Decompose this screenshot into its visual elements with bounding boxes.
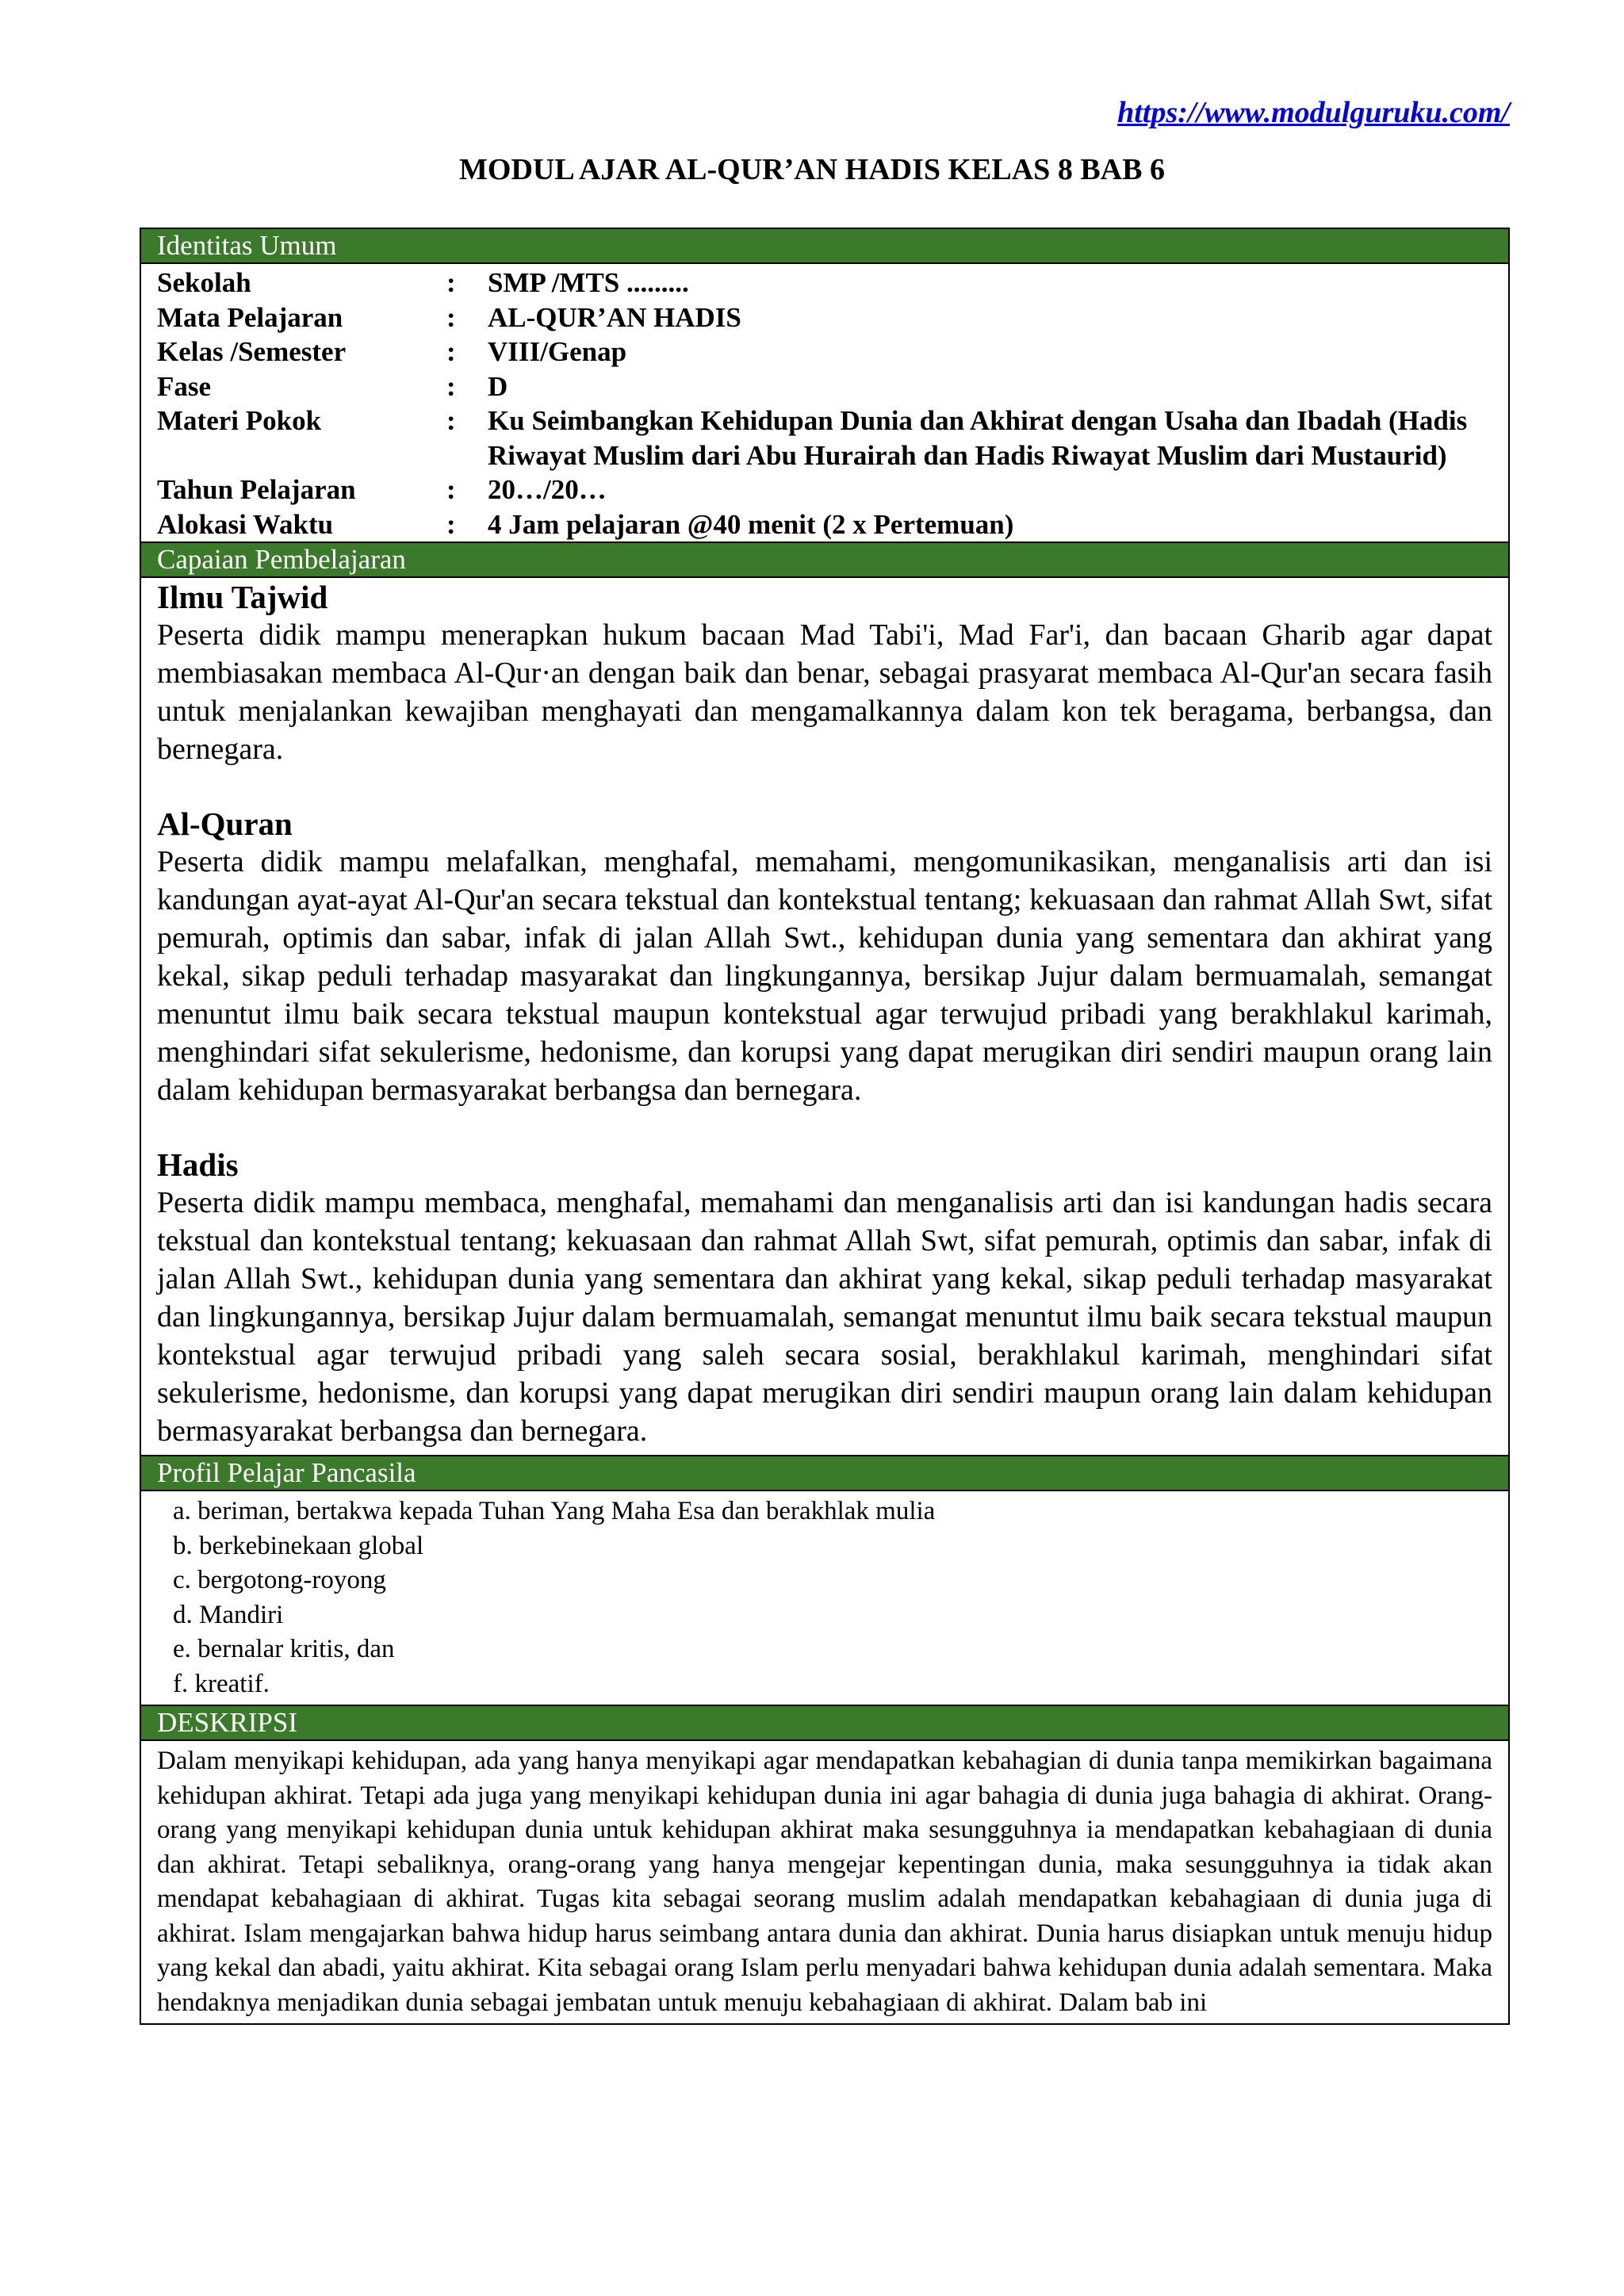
- list-item: d. Mandiri: [173, 1600, 284, 1629]
- list-item: e. bernalar kritis, dan: [173, 1635, 395, 1663]
- identity-value: 20…/20…: [488, 474, 607, 505]
- identity-label: Sekolah: [157, 267, 251, 298]
- identity-colon: :: [446, 267, 456, 298]
- identity-value: SMP /MTS .........: [488, 267, 689, 298]
- al-quran-heading: Al-Quran: [157, 806, 293, 842]
- hadis-text: Peserta didik mampu membaca, menghafal, memahami dan menganalisis arti dan isi kandungan hadis secara tekstual dan kontekstual tentang; kekuasaan dan rahmat Allah Swt, sifat pemurah, optimis dan sabar, infak di jalan Allah Swt., kehidupan dunia yang sementara dan akhirat yang kekal, sikap peduli terhadap masyarakat dan lingkungannya, bersikap Jujur dalam bermuamalah, semangat menuntut ilmu baik secara tekstual maupun kontekstual agar terwujud pribadi yang saleh secara sosial, berakhlakul karimah, menghindari sifat sekulerisme, hedonisme, dan korupsi yang dapat merugikan diri sendiri maupun orang lain dalam kehidupan bermasyarakat berbangsa dan bernegara.: [157, 1186, 1492, 1448]
- identity-row-tahun-pelajaran: [157, 473, 1492, 507]
- identity-label: Fase: [157, 370, 212, 402]
- profil-pelajar-header: Profil Pelajar Pancasila: [141, 1455, 1508, 1491]
- identity-colon: :: [446, 370, 456, 402]
- identity-value: AL-QUR’AN HADIS: [488, 301, 741, 333]
- capaian-pembelajaran-header: Capaian Pembelajaran: [141, 541, 1508, 578]
- identity-value: VIII/Genap: [488, 336, 627, 367]
- deskripsi-header: DESKRIPSI: [141, 1705, 1508, 1741]
- deskripsi-section: [141, 1741, 1508, 2023]
- identity-value: Ku Seimbangkan Kehidupan Dunia dan Akhirat dengan Usaha dan Ibadah (Hadis Riwayat Muslim dari Abu Hurairah dan Hadis Riwayat Muslim dari Mustaurid): [488, 405, 1468, 471]
- identity-label: Mata Pelajaran: [157, 301, 343, 333]
- identity-colon: :: [446, 336, 456, 367]
- identitas-umum-section: [141, 264, 1508, 541]
- website-link[interactable]: https://www.modulguruku.com/: [1117, 96, 1510, 129]
- identitas-umum-header: Identitas Umum: [141, 229, 1508, 264]
- identity-row-mata-pelajaran: [157, 300, 1492, 335]
- identity-colon: :: [446, 405, 456, 436]
- identity-row-sekolah: [157, 266, 1492, 300]
- list-item: a. beriman, bertakwa kepada Tuhan Yang Maha Esa dan berakhlak mulia: [173, 1497, 936, 1525]
- document-title: MODUL AJAR AL-QUR’AN HADIS KELAS 8 BAB 6: [459, 153, 1165, 186]
- identity-label: Materi Pokok: [157, 405, 322, 436]
- identity-row-materi-pokok: [157, 404, 1492, 473]
- identity-colon: :: [446, 474, 456, 505]
- identity-row-kelas-semester: [157, 335, 1492, 369]
- identity-label: Tahun Pelajaran: [157, 474, 356, 505]
- list-item: b. berkebinekaan global: [173, 1531, 424, 1560]
- identity-value: 4 Jam pelajaran @40 menit (2 x Pertemuan): [488, 508, 1014, 540]
- hadis-heading: Hadis: [157, 1146, 239, 1183]
- al-quran-text: Peserta didik mampu melafalkan, menghafal, memahami, mengomunikasikan, menganalisis arti dan isi kandungan ayat-ayat Al-Qur'an secara tekstual dan kontekstual tentang; kekuasaan dan rahmat Allah Swt, sifat pemurah, optimis dan sabar, infak di jalan Allah Swt., kehidupan dunia yang sementara dan akhirat yang kekal, sikap peduli terhadap masyarakat dan lingkungannya, bersikap Jujur dalam bermuamalah, semangat menuntut ilmu baik secara tekstual maupun kontekstual agar terwujud pribadi yang berakhlakul karimah, menghindari sifat sekulerisme, hedonisme, dan korupsi yang dapat merugikan diri sendiri maupun orang lain dalam kehidupan bermasyarakat berbangsa dan bernegara.: [157, 845, 1492, 1107]
- identity-label: Kelas /Semester: [157, 336, 347, 367]
- identity-label: Alokasi Waktu: [157, 508, 334, 540]
- identity-colon: :: [446, 508, 456, 540]
- list-item: c. bergotong-royong: [173, 1566, 386, 1594]
- identity-row-fase: [157, 369, 1492, 404]
- module-table: [140, 228, 1510, 2025]
- ilmu-tajwid-text: Peserta didik mampu menerapkan hukum bacaan Mad Tabi'i, Mad Far'i, dan bacaan Gharib agar dapat membiasakan membaca Al-Qur·an dengan baik dan benar, sebagai prasyarat membaca Al-Qur'an secara fasih untuk menjalankan kewajiban menghayati dan mengamalkannya dalam kon tek beragama, berbangsa, dan bernegara.: [157, 618, 1492, 766]
- deskripsi-text: Dalam menyikapi kehidupan, ada yang hanya menyikapi agar mendapatkan kebahagian di dunia tanpa memikirkan bagaimana kehidupan akhirat. Tetapi ada juga yang menyikapi kehidupan dunia ini agar bahagia di dunia juga bahagia di akhirat. Orang-orang yang menyikapi kehidupan dunia untuk kehidupan akhirat maka sesungguhnya ia mendapatkan kebahagiaan di dunia dan akhirat. Tetapi sebaliknya, orang-orang yang hanya mengejar kepentingan dunia, maka sesungguhnya ia tidak akan mendapat kebahagiaan di akhirat. Tugas kita sebagai seorang muslim adalah mendapatkan kebahagiaan di dunia juga di akhirat. Islam mengajarkan bahwa hidup harus seimbang antara dunia dan akhirat. Dunia harus disiapkan untuk menuju hidup yang kekal dan abadi, yaitu akhirat. Kita sebagai orang Islam perlu menyadari bahwa kehidupan dunia adalah sementara. Maka hendaknya menjadikan dunia sebagai jembatan untuk menuju kebahagiaan di akhirat. Dalam bab ini: [157, 1747, 1492, 2017]
- identity-value: D: [488, 370, 508, 402]
- identity-row-alokasi-waktu: [157, 507, 1492, 542]
- list-item: f. kreatif.: [173, 1669, 270, 1698]
- ilmu-tajwid-heading: Ilmu Tajwid: [157, 579, 328, 615]
- profil-pelajar-list: [141, 1491, 1508, 1705]
- capaian-pembelajaran-section: [141, 578, 1508, 1455]
- identity-colon: :: [446, 301, 456, 333]
